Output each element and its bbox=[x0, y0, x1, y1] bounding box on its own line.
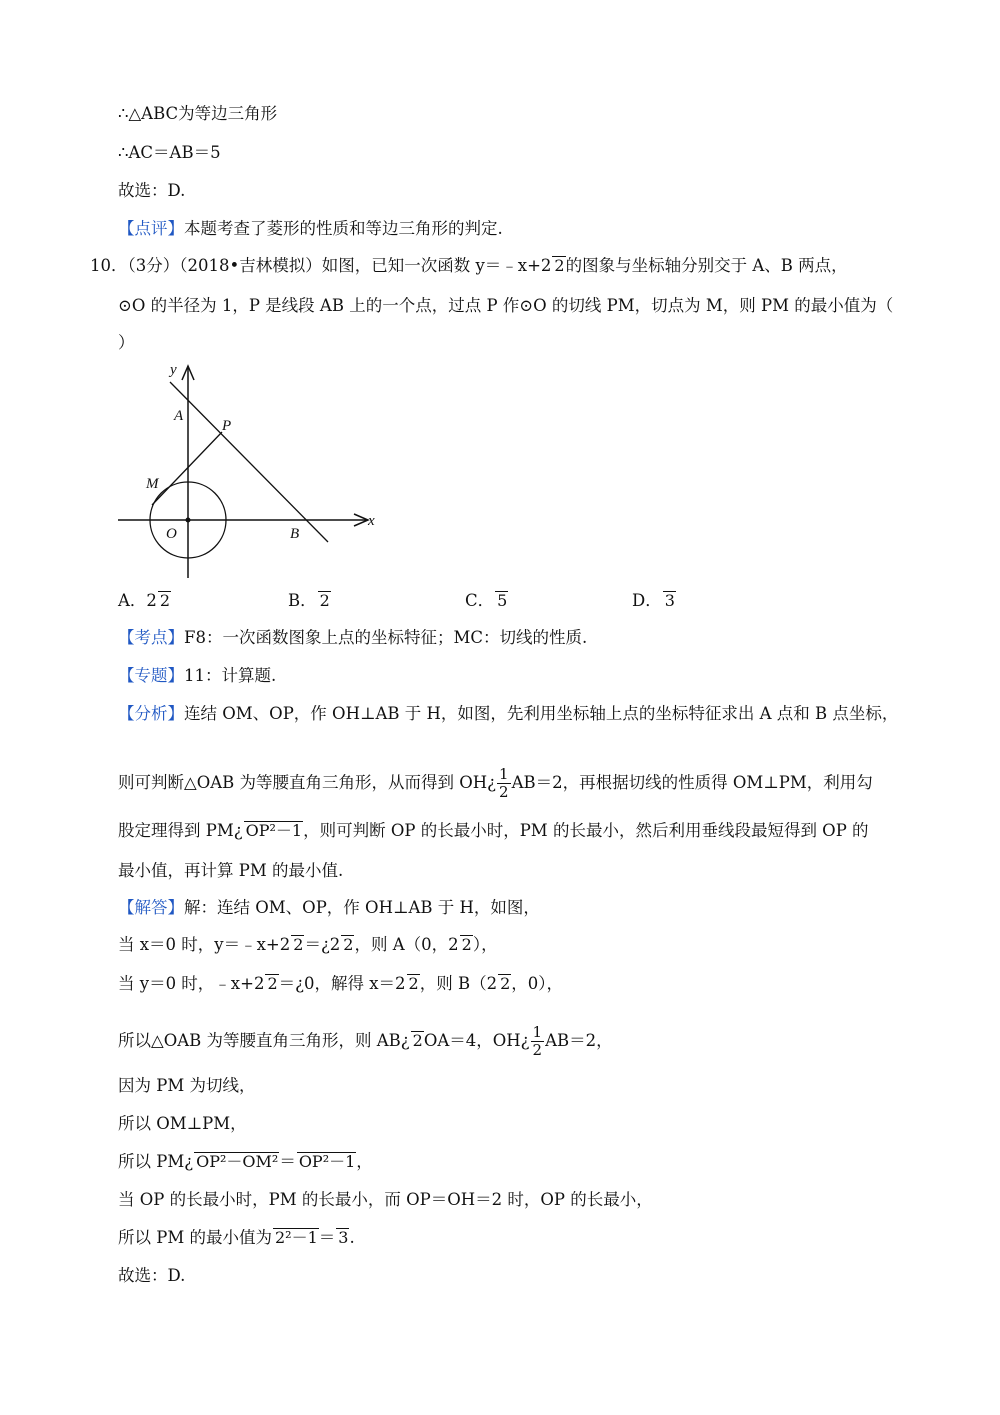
question-10-line3: ） bbox=[118, 333, 135, 352]
option-c[interactable] bbox=[465, 590, 508, 612]
coordinate-figure bbox=[110, 360, 380, 580]
label-o: O bbox=[166, 526, 177, 542]
fraction-numerator: 1 bbox=[499, 765, 509, 783]
fenxi-text1: 连结 OM、OP，作 OH⊥AB 于 H，如图，先利用坐标轴上点的坐标特征求出 A 点和 B 点坐标， bbox=[184, 704, 899, 723]
label-p: P bbox=[222, 418, 232, 434]
jieda-l2-sqrt1 bbox=[291, 935, 304, 954]
jieda-l9b: ＝ bbox=[318, 1228, 336, 1247]
line-conclusion-equilateral: ∴△ABC为等边三角形 bbox=[118, 104, 278, 123]
option-d[interactable] bbox=[632, 590, 676, 612]
radicand: 2 bbox=[343, 935, 354, 954]
jieda-line5: 因为 PM 为切线， bbox=[118, 1076, 256, 1095]
jieda-l2-sqrt2 bbox=[341, 935, 354, 954]
label-m: M bbox=[146, 476, 159, 492]
jieda-l7c: ， bbox=[356, 1152, 373, 1171]
fenxi-line2 bbox=[118, 766, 873, 801]
dianping-text: 本题考查了菱形的性质和等边三角形的判定. bbox=[184, 219, 503, 238]
jieda-line3 bbox=[118, 973, 563, 995]
line-ac-ab: ∴AC＝AB＝5 bbox=[118, 143, 221, 162]
fenxi-line4: 最小值，再计算 PM 的最小值. bbox=[118, 861, 344, 880]
fenxi-line3 bbox=[118, 820, 869, 842]
radicand: OP²－1 bbox=[298, 1152, 356, 1171]
fenxi-l3a: 股定理得到 PM¿ bbox=[118, 821, 243, 840]
fenxi-l2a: 则可判断△OAB 为等腰直角三角形，从而得到 OH¿ bbox=[118, 773, 497, 792]
fenxi-sqrt-radicand: OP²－1 bbox=[245, 821, 303, 840]
question-10-line2: ⊙O 的半径为 1，P 是线段 AB 上的一个点，过点 P 作⊙O 的切线 PM，切点为 M，则 PM 的最小值为（ bbox=[118, 296, 894, 315]
fenxi-tag: 【分析】 bbox=[118, 704, 184, 723]
kaodian-text: F8：一次函数图象上点的坐标特征；MC：切线的性质. bbox=[184, 628, 588, 647]
jieda-l3c: ，则 B（2 bbox=[419, 974, 498, 993]
option-a-label: A．2 bbox=[118, 591, 157, 610]
tangent-pm bbox=[152, 432, 222, 505]
option-c-label: C． bbox=[465, 591, 495, 610]
jieda-l3-sqrt1 bbox=[265, 974, 278, 993]
option-a-radicand: 2 bbox=[159, 591, 171, 610]
radicand: 2 bbox=[293, 935, 304, 954]
kaodian-tag: 【考点】 bbox=[118, 628, 184, 647]
jieda-l2d: ）， bbox=[472, 935, 498, 954]
jieda-line8: 当 OP 的长最小时，PM 的长最小，而 OP＝OH＝2 时，OP 的长最小， bbox=[118, 1190, 653, 1209]
fraction-denominator: 2 bbox=[532, 1041, 543, 1059]
jieda-l7b: ＝ bbox=[279, 1152, 296, 1171]
zhuanti-line bbox=[118, 665, 276, 687]
jieda-fraction bbox=[531, 1024, 545, 1059]
option-a-sqrt bbox=[158, 591, 171, 610]
jieda-l4a: 所以△OAB 为等腰直角三角形，则 AB¿ bbox=[118, 1031, 410, 1050]
option-b[interactable] bbox=[288, 590, 331, 612]
fenxi-l3b: ，则可判断 OP 的长最小时，PM 的长最小，然后利用垂线段最短得到 OP 的 bbox=[303, 821, 869, 840]
option-c-sqrt bbox=[495, 591, 508, 610]
jieda-l7-sqrt1 bbox=[194, 1152, 279, 1171]
fenxi-sqrt bbox=[244, 821, 303, 840]
fraction-numerator: 1 bbox=[532, 1023, 543, 1041]
jieda-l9a: 所以 PM 的最小值为 bbox=[118, 1228, 272, 1247]
jieda-l3-sqrt3 bbox=[498, 974, 511, 993]
q10-sqrt bbox=[552, 256, 565, 275]
radicand: 2 bbox=[461, 935, 472, 954]
radicand: 2²－1 bbox=[275, 1228, 318, 1247]
dianping-line bbox=[118, 218, 503, 240]
line-choice-d: 故选：D. bbox=[118, 181, 186, 200]
jieda-line4 bbox=[118, 1024, 613, 1059]
jieda-text1: 解：连结 OM、OP，作 OH⊥AB 于 H，如图， bbox=[184, 898, 540, 917]
jieda-line9 bbox=[118, 1227, 355, 1249]
radicand: 2 bbox=[500, 974, 511, 993]
jieda-l7a: 所以 PM¿ bbox=[118, 1152, 194, 1171]
zhuanti-tag: 【专题】 bbox=[118, 666, 184, 685]
radicand: 3 bbox=[338, 1228, 349, 1247]
option-c-radicand: 5 bbox=[497, 591, 508, 610]
jieda-l9-sqrt1 bbox=[273, 1228, 319, 1247]
jieda-tag: 【解答】 bbox=[118, 898, 184, 917]
radicand: OP²－OM² bbox=[196, 1152, 279, 1171]
option-d-radicand: 3 bbox=[664, 591, 675, 610]
jieda-l9c: . bbox=[349, 1228, 355, 1247]
fenxi-line1 bbox=[118, 703, 898, 725]
jieda-l4c: AB＝2， bbox=[545, 1031, 613, 1050]
option-b-label: B． bbox=[288, 591, 317, 610]
jieda-l2c: ，则 A（0，2 bbox=[354, 935, 459, 954]
label-b: B bbox=[290, 526, 300, 542]
fenxi-fraction bbox=[497, 766, 511, 801]
kaodian-line bbox=[118, 627, 587, 649]
radicand: 2 bbox=[267, 974, 278, 993]
option-b-sqrt bbox=[318, 591, 331, 610]
jieda-l9-sqrt2 bbox=[336, 1228, 349, 1247]
origin-dot bbox=[186, 518, 191, 523]
radicand: 2 bbox=[408, 974, 419, 993]
jieda-l3b: ＝¿0，解得 x＝2 bbox=[278, 974, 406, 993]
q10-sqrt-radicand: 2 bbox=[554, 256, 565, 275]
jieda-line1 bbox=[118, 897, 540, 919]
jieda-l3a: 当 y＝0 时，﹣x+2 bbox=[118, 974, 265, 993]
label-a: A bbox=[174, 408, 184, 424]
option-d-sqrt bbox=[663, 591, 676, 610]
option-b-radicand: 2 bbox=[319, 591, 330, 610]
jieda-l7-sqrt2 bbox=[297, 1152, 356, 1171]
fraction-denominator: 2 bbox=[499, 783, 509, 801]
jieda-line10: 故选：D. bbox=[118, 1266, 186, 1285]
jieda-l3d: ，0）， bbox=[511, 974, 564, 993]
label-x: x bbox=[368, 513, 375, 529]
label-y: y bbox=[170, 362, 177, 378]
q10-text-a: 10．（3分）（2018•吉林模拟）如图，已知一次函数 y＝﹣x+2 bbox=[90, 256, 552, 275]
option-d-label: D． bbox=[632, 591, 662, 610]
jieda-l2b: ＝¿2 bbox=[304, 935, 341, 954]
jieda-line6: 所以 OM⊥PM， bbox=[118, 1114, 247, 1133]
jieda-l3-sqrt2 bbox=[407, 974, 420, 993]
radicand: 2 bbox=[412, 1031, 423, 1050]
jieda-l4b: OA＝4，OH¿ bbox=[423, 1031, 530, 1050]
jieda-l2a: 当 x＝0 时，y＝﹣x+2 bbox=[118, 935, 291, 954]
option-a[interactable] bbox=[118, 590, 171, 612]
jieda-line7 bbox=[118, 1151, 373, 1173]
jieda-l2-sqrt3 bbox=[460, 935, 473, 954]
jieda-line2 bbox=[118, 934, 498, 956]
dianping-tag: 【点评】 bbox=[118, 219, 184, 238]
question-10-line1 bbox=[90, 255, 848, 277]
q10-text-c: 的图象与坐标轴分别交于 A、B 两点， bbox=[565, 256, 848, 275]
zhuanti-text: 11：计算题. bbox=[184, 666, 277, 685]
jieda-l4-sqrt bbox=[411, 1031, 424, 1050]
fenxi-l2b: AB＝2，再根据切线的性质得 OM⊥PM，利用勾 bbox=[511, 773, 873, 792]
